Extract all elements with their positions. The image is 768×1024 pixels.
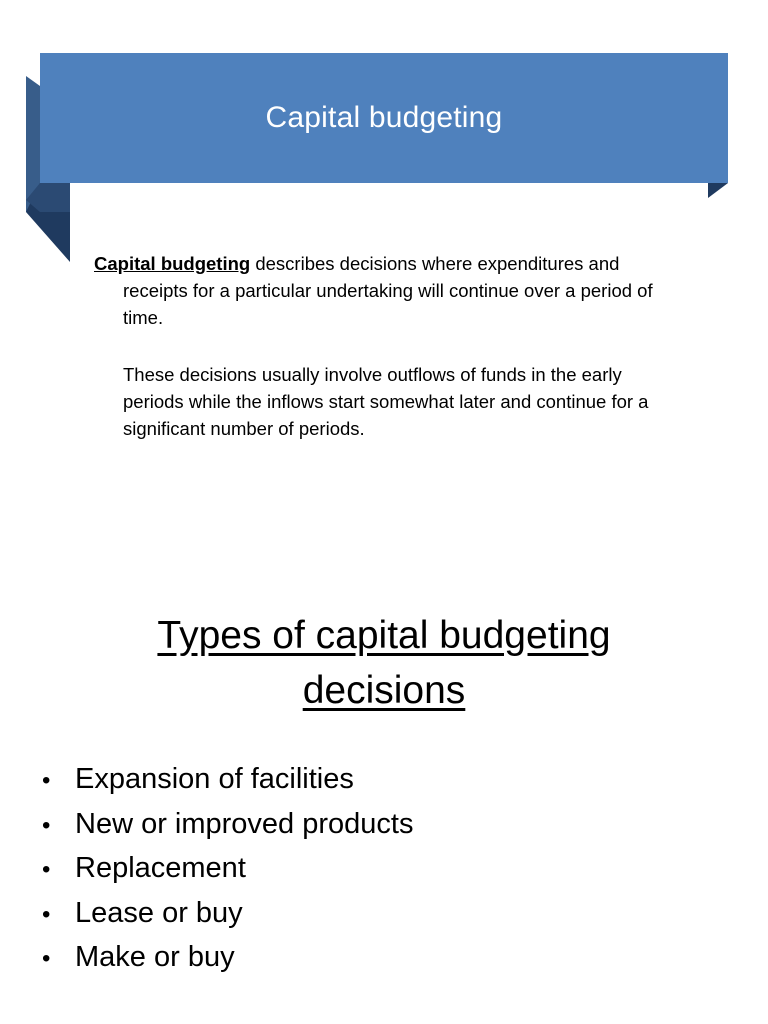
list-item-label: Replacement bbox=[75, 852, 246, 885]
bullet-icon: • bbox=[42, 856, 51, 884]
title-ribbon bbox=[0, 0, 768, 270]
slide-title: Capital budgeting bbox=[265, 101, 503, 134]
list-item-label: Make or buy bbox=[75, 941, 235, 974]
list-item bbox=[42, 936, 413, 981]
ribbon-right-tail bbox=[708, 183, 728, 198]
list-item bbox=[42, 803, 413, 848]
definition-block bbox=[94, 250, 684, 442]
section-heading-line-1: Types of capital budgeting bbox=[157, 614, 611, 657]
bullet-icon: • bbox=[42, 945, 51, 973]
definition-term: Capital budgeting bbox=[94, 253, 251, 274]
bullet-icon: • bbox=[42, 900, 51, 928]
section-heading-line-2: decisions bbox=[302, 669, 466, 712]
list-item bbox=[42, 892, 413, 937]
bullet-icon: • bbox=[42, 811, 51, 839]
decision-types-list bbox=[42, 758, 413, 981]
definition-text: describes decisions where expenditures and receipts for a particular undertaking will continue over a period of time. bbox=[123, 253, 653, 328]
definition-paragraph bbox=[94, 250, 684, 331]
list-item bbox=[42, 847, 413, 892]
section-heading bbox=[0, 608, 768, 718]
list-item bbox=[42, 758, 413, 803]
list-item-label: Expansion of facilities bbox=[75, 763, 354, 795]
bullet-icon: • bbox=[42, 767, 51, 794]
definition-paragraph-2: These decisions usually involve outflows of funds in the early periods while the inflows start somewhat later and continue for a significant number of periods. bbox=[123, 364, 649, 439]
list-item-label: Lease or buy bbox=[75, 896, 243, 929]
list-item-label: New or improved products bbox=[75, 807, 414, 840]
title-banner bbox=[40, 53, 728, 183]
